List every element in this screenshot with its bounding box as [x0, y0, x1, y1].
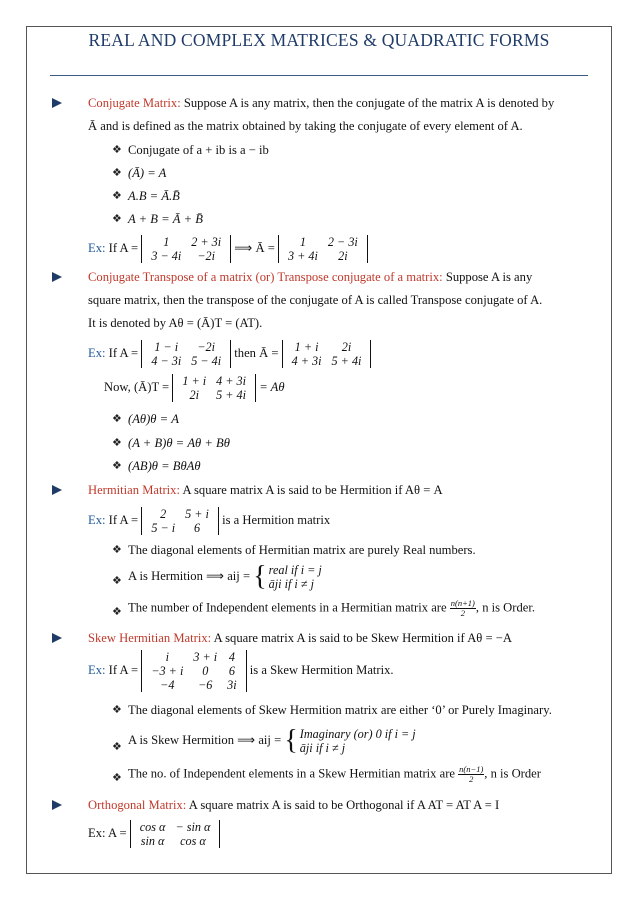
diamond-bullet-icon: ❖ [112, 437, 122, 449]
transpose-bullet2: (A + B)θ = Aθ + Bθ [128, 436, 230, 450]
hermitian-example [88, 507, 330, 535]
arrow-bullet-icon [52, 485, 62, 495]
skew-bullet1: The diagonal elements of Skew Hermition matrix are either ‘0’ or Purely Imaginary. [128, 703, 552, 717]
diamond-bullet-icon: ❖ [112, 144, 122, 156]
diamond-bullet-icon: ❖ [112, 704, 122, 716]
conjugate-bullet1: Conjugate of a + ib is a − ib [128, 143, 269, 157]
example-label: Ex: [88, 662, 106, 677]
conjugate-heading: Conjugate Matrix: [88, 96, 181, 110]
example-label: Ex: [88, 345, 106, 360]
conjugate-bullet3: A.B = Ā.B̄ [128, 189, 180, 203]
skew-bullet2: A is Skew Hermition ⟹ aij = { Imaginary (or) 0 if i = j āji if i ≠ j [128, 725, 416, 756]
transpose-line1 [88, 269, 532, 285]
matrix-a: i 3 + i 4 −3 + i 0 6 −4 −6 3i [141, 650, 246, 692]
transpose-bullet3: (AB)θ = BθAθ [128, 459, 201, 473]
arrow-bullet-icon [52, 98, 62, 108]
transpose-text2: square matrix, then the transpose of the conjugate of A is called Transpose conjugate of A. [88, 293, 543, 307]
example-if: If A = [108, 240, 139, 255]
skew-text1: A square matrix A is said to be Skew Hermition if Aθ = −A [213, 631, 512, 645]
transpose-example [88, 340, 371, 368]
cases: Imaginary (or) 0 if i = j āji if i ≠ j [299, 727, 416, 755]
hermitian-bullet2 [128, 563, 322, 591]
now-text: Now, (Ā)T = [104, 379, 170, 394]
left-brace-icon: { [253, 561, 267, 592]
hermitian-b2-pre: A is Hermition ⟹ aij = [128, 568, 251, 583]
example-if: If A = [108, 345, 139, 360]
left-brace-icon: { [284, 725, 298, 756]
transpose-text1: Suppose A is any [445, 270, 533, 284]
arrow-bullet-icon [52, 800, 62, 810]
example-if: If A = [108, 512, 139, 527]
conjugate-line1 [88, 95, 554, 111]
matrix-a-bar-t: 1 + i 4 + 3i 2i 5 + 4i [172, 374, 256, 402]
arrow-bullet-icon [52, 633, 62, 643]
matrix-a-bar: 1 + i 2i 4 + 3i 5 + 4i [282, 340, 372, 368]
hermitian-heading: Hermitian Matrix: [88, 483, 180, 497]
diamond-bullet-icon: ❖ [112, 606, 122, 618]
orthogonal-heading: Orthogonal Matrix: [88, 798, 187, 812]
now-eq: = Aθ [259, 379, 285, 394]
hermitian-bullet1: The diagonal elements of Hermitian matrix are purely Real numbers. [128, 543, 476, 557]
example-label: Ex: A = [88, 825, 127, 840]
hermitian-bullet3: The number of Independent elements in a Hermitian matrix are $\frac{n(n+1)}{2}$ , n is Order. [128, 598, 536, 618]
skew-bullet3: The no. of Independent elements in a Skew Hermitian matrix are $\frac{n(n-1)}{2}$ , n is Order [128, 764, 541, 784]
transpose-bullet1: (Aθ)θ = A [128, 412, 179, 426]
diamond-bullet-icon: ❖ [112, 167, 122, 179]
fraction: $\frac{n(n+1)}{2}$ [450, 598, 475, 618]
skew-example [88, 650, 394, 692]
diamond-bullet-icon: ❖ [112, 741, 122, 753]
orthogonal-example [88, 820, 220, 848]
orthogonal-line1 [88, 797, 499, 813]
matrix-a: 2 5 + i 5 − i 6 [141, 507, 219, 535]
diamond-bullet-icon: ❖ [112, 575, 122, 587]
diamond-bullet-icon: ❖ [112, 190, 122, 202]
diamond-bullet-icon: ❖ [112, 213, 122, 225]
example-tail: is a Hermition matrix [222, 512, 331, 527]
diamond-bullet-icon: ❖ [112, 544, 122, 556]
skew-line1 [88, 630, 512, 646]
transpose-heading: Conjugate Transpose of a matrix (or) Transpose conjugate of a matrix: [88, 270, 443, 284]
conjugate-bullet4: A + B = Ā + B̄ [128, 212, 203, 226]
hermitian-text1: A square matrix A is said to be Hermition if Aθ = A [182, 483, 443, 497]
example-label: Ex: [88, 512, 106, 527]
diamond-bullet-icon: ❖ [112, 460, 122, 472]
page-title: REAL AND COMPLEX MATRICES & QUADRATIC FORMS [88, 30, 550, 50]
transpose-now [104, 374, 285, 402]
matrix-a-bar: 1 2 − 3i 3 + 4i 2i [278, 235, 368, 263]
implies-text: ⟹ Ā = [234, 240, 275, 255]
conjugate-text1: Suppose A is any matrix, then the conjugate of the matrix A is denoted by [183, 96, 555, 110]
example-if: If A = [108, 662, 139, 677]
diamond-bullet-icon: ❖ [112, 413, 122, 425]
transpose-text3: It is denoted by Aθ = (Ā)T = (AT). [88, 316, 263, 330]
matrix-a: 1 2 + 3i 3 − 4i −2i [141, 235, 231, 263]
matrix-a: 1 − i −2i 4 − 3i 5 − 4i [141, 340, 231, 368]
hermitian-line1 [88, 482, 443, 498]
diamond-bullet-icon: ❖ [112, 772, 122, 784]
example-tail: is a Skew Hermition Matrix. [249, 662, 394, 677]
conjugate-text2: Ā and is defined as the matrix obtained by taking the conjugate of every element of A. [88, 119, 523, 133]
arrow-bullet-icon [52, 272, 62, 282]
orthogonal-text1: A square matrix A is said to be Orthogonal if A AT = AT A = I [188, 798, 500, 812]
title-underline [50, 75, 588, 76]
conjugate-bullet2: (Ā) = A [128, 166, 167, 180]
example-label: Ex: [88, 240, 106, 255]
fraction: $\frac{n(n-1)}{2}$ [459, 764, 484, 784]
then-text: then Ā = [234, 345, 279, 360]
conjugate-example [88, 235, 368, 263]
matrix-a: cos α − sin α sin α cos α [130, 820, 221, 848]
cases: real if i = j āji if i ≠ j [268, 563, 322, 591]
skew-heading: Skew Hermitian Matrix: [88, 631, 212, 645]
